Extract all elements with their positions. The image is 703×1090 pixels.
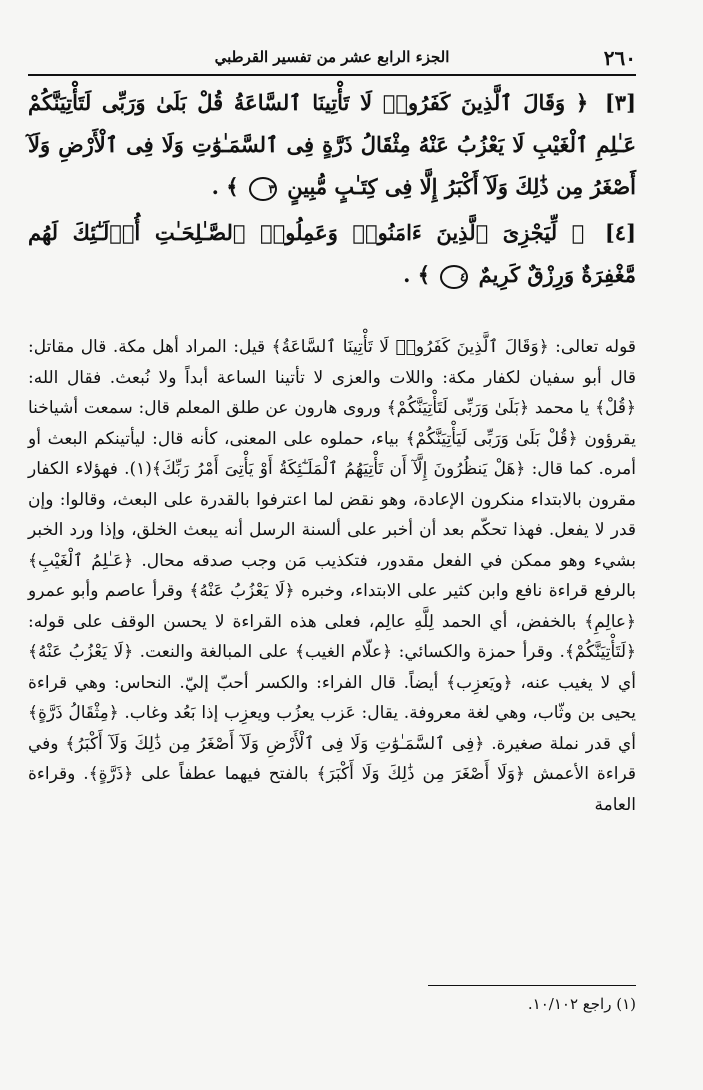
ayah-marker-icon: ٣	[249, 177, 277, 201]
verse-text: ﴿ وَقَالَ ٱلَّذِينَ كَفَرُوا۟ لَا تَأْتِينَا ٱلسَّاعَةُ قُلْ بَلَىٰ وَرَبِّى لَتَأْتِيَنَّكُمْ عَـٰلِمِ ٱلْغَيْبِ لَا يَعْزُبُ عَنْهُ مِثْقَالُ ذَرَّةٍ فِى ٱلسَّمَـٰوَٰتِ وَلَا فِى ٱلْأَرْضِ وَلَآ أَصْغَرُ مِن ذَٰلِكَ وَلَآ أَكْبَرُ إِلَّا فِى كِتَـٰبٍ مُّبِينٍ	[28, 90, 636, 199]
verse-close: ﴾ .	[211, 174, 239, 199]
verse-number: [٣]	[604, 90, 636, 115]
verse-close: ﴾ .	[403, 262, 431, 287]
ayah-marker-icon: ٤	[440, 265, 468, 289]
page-header	[28, 46, 636, 72]
quran-verses	[28, 82, 636, 300]
header-divider	[28, 74, 636, 76]
verse-text: ﴿ لِّيَجْزِىَ ٱلَّذِينَ ءَامَنُوا۟ وَعَمِلُوا۟ ٱلصَّـٰلِحَـٰتِ أُو۟لَـٰٓئِكَ لَهُم مَّغْفِرَةٌ وَرِزْقٌ كَرِيمٌ	[28, 220, 636, 287]
page-number: ٢٦٠	[603, 46, 636, 70]
verse-3	[28, 82, 636, 208]
running-title: الجزء الرابع عشر من تفسير القرطبي	[214, 48, 450, 66]
verse-number: [٤]	[604, 220, 637, 245]
footnote: (١) راجع ١٠/١٠٢.	[527, 995, 636, 1013]
commentary-body	[28, 332, 636, 820]
book-page	[28, 30, 636, 1060]
verse-4	[28, 212, 636, 296]
footnote-divider	[428, 985, 636, 986]
commentary-paragraph: قوله تعالى: ﴿وَقَالَ ٱلَّذِينَ كَفَرُوا۟ لَا تَأْتِينَا ٱلسَّاعَةُ﴾ قيل: المراد أهل مكة. قال مقاتل: قال أبو سفيان لكفار مكة: واللات والعزى لا تأتينا الساعة أبداً ولا نُبعث. فقال الله: ﴿قُلْ﴾ يا محمد ﴿بَلَىٰ وَرَبِّى لَتَأْتِيَنَّكُمْ﴾ وروى هارون عن طلق المعلم قال: سمعت أشياخنا يقرؤون ﴿قُلْ بَلَىٰ وَرَبِّى لَيَأْتِيَنَّكُمْ﴾ بياء، حملوه على المعنى، كأنه قال: ليأتينكم البعث أو أمره. كما قال: ﴿هَلْ يَنظُرُونَ إِلَّآ أَن تَأْتِيَهُمُ ٱلْمَلَـٰٓئِكَةُ أَوْ يَأْتِىَ أَمْرُ رَبِّكَ﴾(١). فهؤلاء الكفار مقرون بالابتداء منكرون الإعادة، وهو نقض لما اعترفوا بالقدرة على البعث، وقالوا: وإن قدر لا يفعل. فهذا تحكّم بعد أن أخبر على ألسنة الرسل أنه يبعث الخلق، وإذا ورد الخبر بشيء وهو ممكن في الفعل مقدور، فتكذيب مَن وجب صدقه محال. ﴿عَـٰلِمُ ٱلْغَيْبِ﴾ بالرفع قراءة نافع وابن كثير على الابتداء، وخبره ﴿لَا يَعْزُبُ عَنْهُ﴾ وقرأ عاصم وأبو عمرو ﴿عالِمِ﴾ بالخفض، أي الحمد لِلَّهِ عالِم، فعلى هذه القراءة لا يحسن الوقف على قوله: ﴿لَتَأْتِيَنَّكُمْ﴾. وقرأ حمزة والكسائي: ﴿علّام الغيب﴾ على المبالغة والنعت. ﴿لَا يَعْزُبُ عَنْهُ﴾ أي لا يغيب عنه، ﴿ويَعزِب﴾ أيضاً. قال الفراء: والكسر أحبّ إليّ. النحاس: وهي قراءة يحيى بن وثّاب، وهي لغة معروفة. يقال: عَزب يعزُب ويعزِب إذا بَعُد وغاب. ﴿مِثْقَالُ ذَرَّةٍ﴾ أي قدر نملة صغيرة. ﴿فِى ٱلسَّمَـٰوَٰتِ وَلَا فِى ٱلْأَرْضِ وَلَآ أَصْغَرُ مِن ذَٰلِكَ وَلَآ أَكْبَرُ﴾ وفي قراءة الأعمش ﴿وَلَا أَصْغَرَ مِن ذَٰلِكَ وَلَا أَكْبَرَ﴾ بالفتح فيهما عطفاً على ﴿ذَرَّةٍ﴾. وقراءة العامة	[28, 337, 636, 815]
